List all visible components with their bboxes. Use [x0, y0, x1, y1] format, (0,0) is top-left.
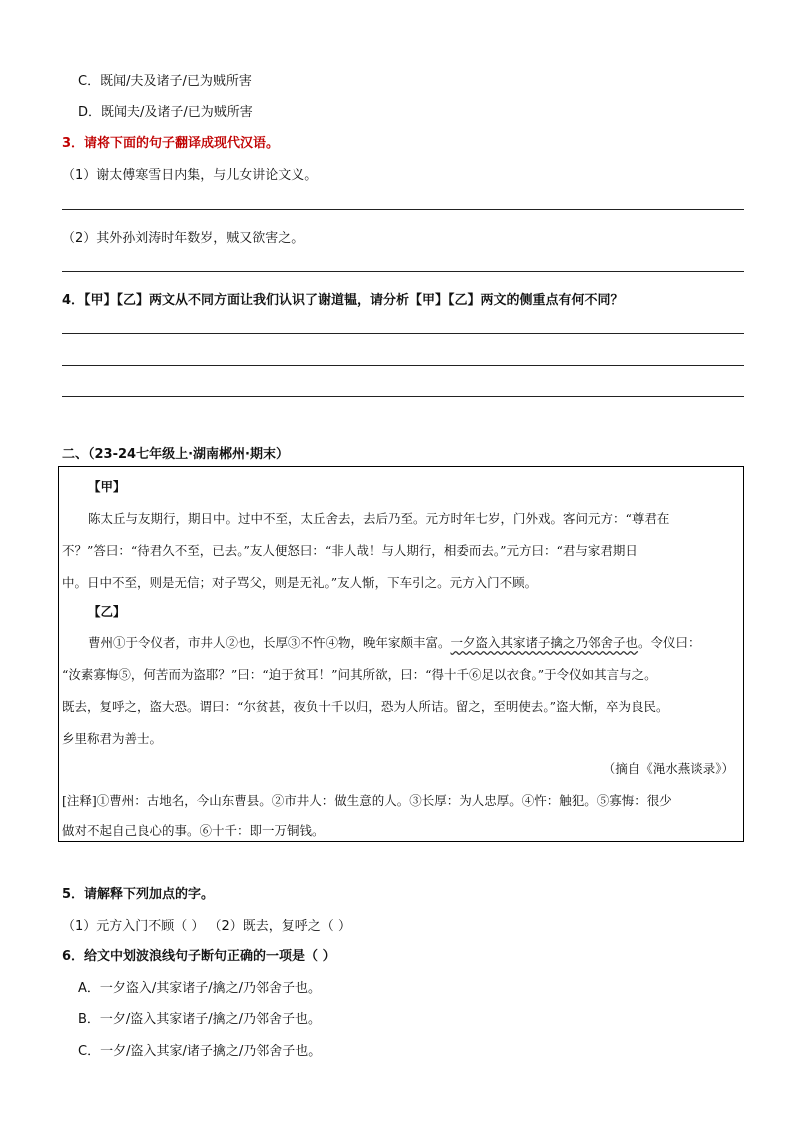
passage-yi-line-3: 既去，复呼之，盗大恐。谓曰：“尔贫甚，夜负十千以归，恐为人所诘。留之，至明使去。”盗大惭，卒为良民。 — [62, 699, 669, 714]
passage-jia-line-1: 陈太丘与友期行，期日中。过中不至，太丘舍去，去后乃至。元方时年七岁，门外戏。客问元方：“尊君在 — [88, 511, 670, 526]
wavy-underlined-sentence: 一夕盗入其家诸子擒之乃邻舍子也 — [450, 635, 639, 650]
passage-jia-line-2: 不？”答曰：“待君久不至，已去。”友人便怒曰：“非人哉！与人期行，相委而去。”元方曰：“君与家君期日 — [62, 543, 638, 558]
answer-line — [62, 365, 744, 366]
question-5-items: （1）元方入门不顾（ ） （2）既去，复呼之（ ） — [62, 919, 351, 934]
option-a: A．一夕盗入/其家诸子/擒之/乃邻舍子也。 — [78, 981, 322, 996]
answer-line — [62, 209, 744, 210]
answer-line — [62, 271, 744, 272]
passage-text: 。令仪曰： — [638, 635, 701, 650]
passage-note-line-2: 做对不起自己良心的事。⑥十千：即一万铜钱。 — [62, 823, 325, 838]
question-3-sentence-2: （2）其外孙刘涛时年数岁，贼又欲害之。 — [62, 231, 305, 246]
option-b: B．一夕/盗入其家诸子/擒之/乃邻舍子也。 — [78, 1012, 322, 1027]
section-heading: 二、（23-24七年级上·湖南郴州·期末） — [62, 447, 289, 462]
passage-yi-line-2: “汝素寡悔⑤，何苦而为盗耶？”曰：“迫于贫耳！”问其所欲，曰：“得十千⑥足以衣食。”于令仪如其言与之。 — [62, 667, 657, 682]
passage-jia-line-3: 中。日中不至，则是无信；对子骂父，则是无礼。”友人惭，下车引之。元方入门不顾。 — [62, 575, 538, 590]
option-c: C．既闻/夫及诸子/已为贼所害 — [78, 74, 252, 89]
passage-source: （摘自《渑水燕谈录》） — [602, 761, 734, 776]
answer-line — [62, 396, 744, 397]
option-d: D．既闻夫/及诸子/已为贼所害 — [78, 105, 253, 120]
question-5-title: 5．请解释下列加点的字。 — [62, 887, 215, 902]
passage-text: 曹州①于令仪者，市井人②也，长厚③不忤④物，晚年家颇丰富。 — [88, 635, 451, 650]
question-4-title: 4．【甲】【乙】两文从不同方面让我们认识了谢道韫，请分析【甲】【乙】两文的侧重点有何不同？ — [62, 293, 624, 308]
question-3-title: 3．请将下面的句子翻译成现代汉语。 — [62, 136, 280, 151]
question-6-title: 6．给文中划波浪线句子断句正确的一项是（ ） — [62, 949, 336, 964]
passage-note-line-1: [注释]①曹州：古地名，今山东曹县。②市井人：做生意的人。③长厚：为人忠厚。④忤：触犯。⑤寡悔：很少 — [62, 793, 672, 808]
question-3-sentence-1: （1）谢太傅寒雪日内集，与儿女讲论文义。 — [62, 168, 318, 183]
answer-line — [62, 333, 744, 334]
passage-yi-line-1 — [88, 633, 701, 651]
passage-yi-label: 【乙】 — [88, 604, 126, 619]
passage-yi-line-4: 乡里称君为善士。 — [62, 731, 163, 746]
passage-jia-label: 【甲】 — [88, 479, 126, 494]
option-c: C．一夕/盗入其家/诸子擒之/乃邻舍子也。 — [78, 1044, 322, 1059]
